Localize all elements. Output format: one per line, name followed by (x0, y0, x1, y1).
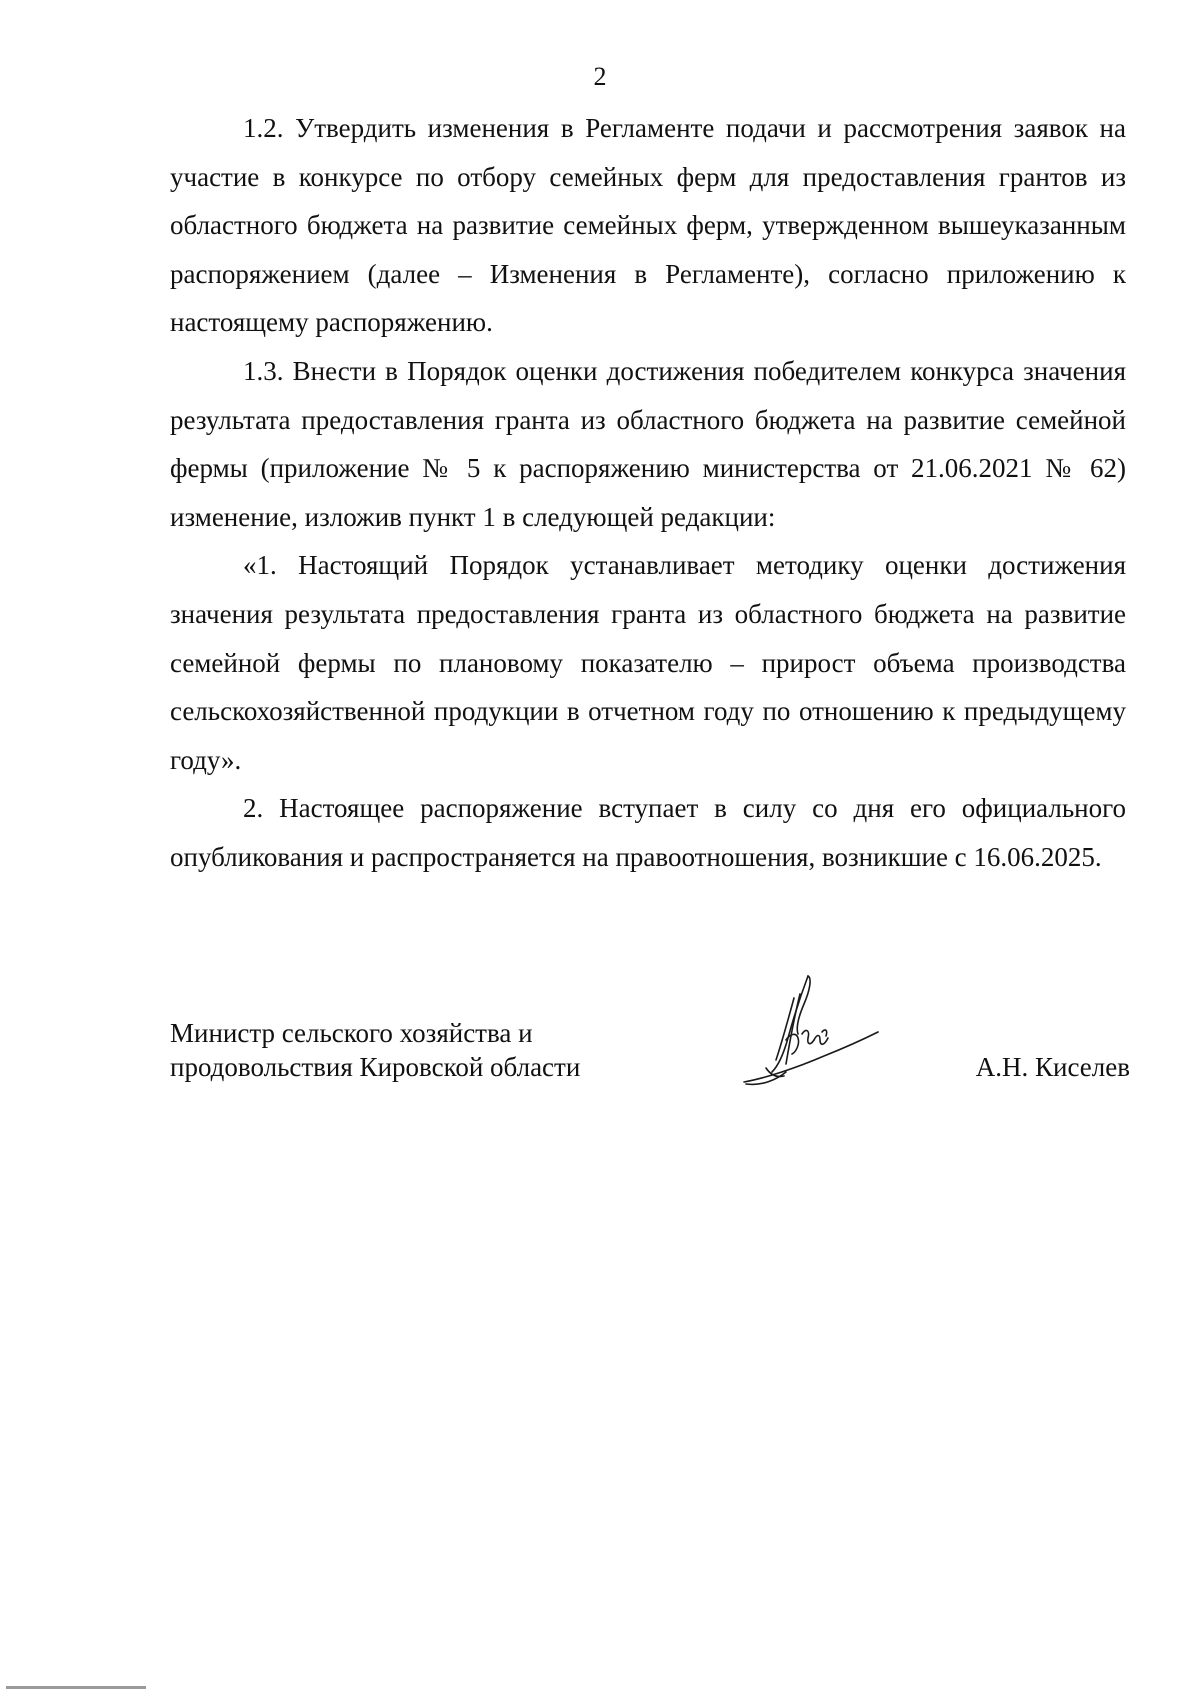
scan-edge-mark (6, 1686, 146, 1689)
handwritten-signature (736, 968, 886, 1098)
signature-block (170, 1016, 1130, 1126)
signer-position-line-1: Министр сельского хозяйства и (170, 1018, 533, 1048)
document-body (170, 104, 1126, 882)
page-number: 2 (593, 62, 607, 91)
paragraph-1-2: 1.2. Утвердить изменения в Регламенте подачи и рассмотрения заявок на участие в конкурсе по отбору семейных ферм для предоставления грантов из областного бюджета на развитие семейных ферм, утвержденном вышеуказанным распоряжением (далее – Изменения в Регламенте), согласно приложению к настоящему распоряжению. (170, 113, 1126, 338)
paragraph-2: 2. Настоящее распоряжение вступает в силу со дня его официального опубликования и распространяется на правоотношения, возникшие с 16.06.2025. (170, 793, 1126, 872)
signer-position-line-2: продовольствия Кировской области (170, 1052, 581, 1082)
signer-name: А.Н. Киселев (975, 1052, 1130, 1082)
paragraph-quoted-item-1: «1. Настоящий Порядок устанавливает методику оценки достижения значения результата предоставления гранта из областного бюджета на развитие семейной фермы по плановому показателю – прирост объема производства сельскохозяйственной продукции в отчетном году по отношению к предыдущему году». (170, 550, 1126, 775)
paragraph-1-3: 1.3. Внести в Порядок оценки достижения победителем конкурса значения результата предоставления гранта из областного бюджета на развитие семейной фермы (приложение № 5 к распоряжению министерства от 21.06.2021 № 62) изменение, изложив пункт 1 в следующей редакции: (170, 355, 1126, 532)
signer-position (170, 1016, 580, 1084)
